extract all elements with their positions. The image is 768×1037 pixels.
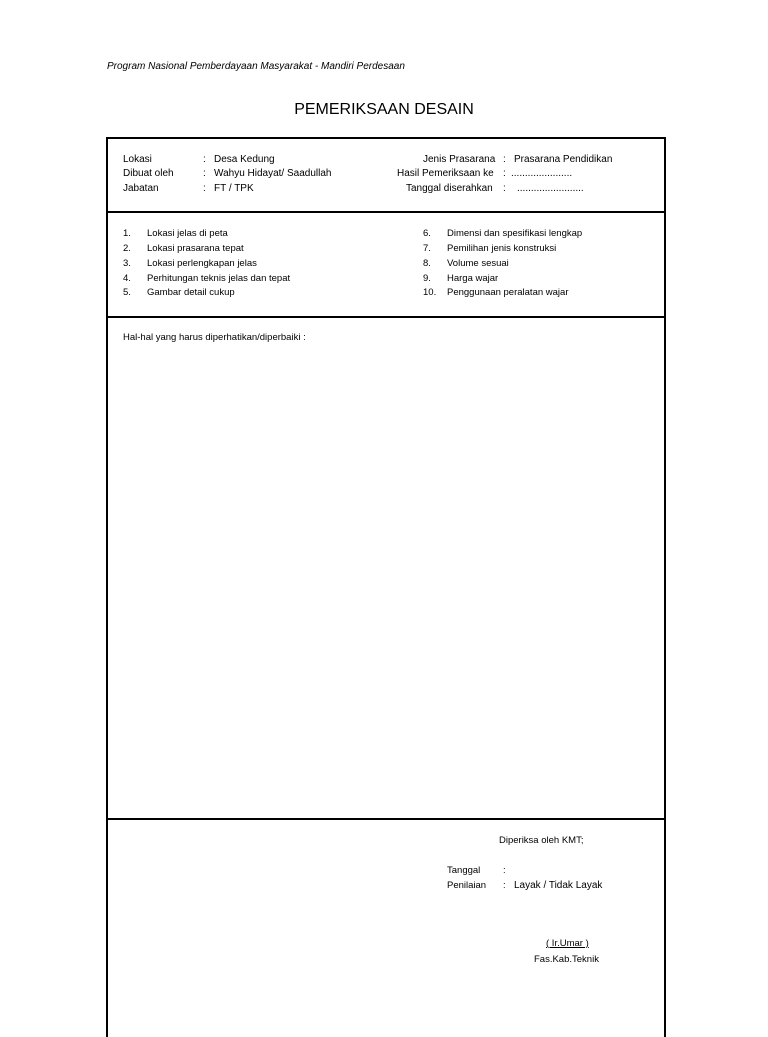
jabatan-value: FT / TPK <box>214 183 254 194</box>
page-title: PEMERIKSAAN DESAIN <box>294 101 474 118</box>
sign-tanggal-colon: : <box>503 865 506 876</box>
signer-position: Fas.Kab.Teknik <box>534 954 599 965</box>
penilaian-colon: : <box>503 880 506 891</box>
diperiksa-label: Diperiksa oleh KMT; <box>499 835 584 846</box>
penilaian-value: Layak / Tidak Layak <box>514 880 603 891</box>
tanggal-label: Tanggal diserahkan <box>406 183 493 194</box>
check-item-2: Lokasi prasarana tepat <box>147 243 244 254</box>
dibuat-colon: : <box>203 168 206 179</box>
divider-info <box>106 211 666 213</box>
check-item-9: Harga wajar <box>447 273 499 284</box>
dibuat-label: Dibuat oleh <box>123 168 174 179</box>
tanggal-colon: : <box>503 183 506 194</box>
jabatan-colon: : <box>203 183 206 194</box>
check-num-9: 9. <box>423 273 431 284</box>
check-num-5: 5. <box>123 287 131 298</box>
lokasi-value: Desa Kedung <box>214 154 275 165</box>
check-num-6: 6. <box>423 228 431 239</box>
form-box <box>106 137 666 1037</box>
divider-notes <box>106 818 666 820</box>
check-item-10: Penggunaan peralatan wajar <box>447 287 569 298</box>
check-item-8: Volume sesuai <box>447 258 509 269</box>
notes-label: Hal-hal yang harus diperhatikan/diperbaiki : <box>123 332 306 343</box>
jenis-label: Jenis Prasarana <box>423 154 496 165</box>
check-num-1: 1. <box>123 228 131 239</box>
check-item-4: Perhitungan teknis jelas dan tepat <box>147 273 291 284</box>
hasil-value: ...................... <box>511 168 573 179</box>
hasil-colon: : <box>503 168 506 179</box>
penilaian-label: Penilaian <box>447 880 487 891</box>
check-num-7: 7. <box>423 243 431 254</box>
jenis-colon: : <box>503 154 506 165</box>
check-item-3: Lokasi perlengkapan jelas <box>147 258 257 269</box>
check-num-8: 8. <box>423 258 431 269</box>
sign-tanggal-label: Tanggal <box>447 865 481 876</box>
check-item-1: Lokasi jelas di peta <box>147 228 228 239</box>
divider-checklist <box>106 316 666 318</box>
check-num-4: 4. <box>123 273 131 284</box>
check-num-10: 10. <box>423 287 437 298</box>
tanggal-value: ........................ <box>517 183 584 194</box>
jenis-value: Prasarana Pendidikan <box>514 154 613 165</box>
hasil-label: Hasil Pemeriksaan ke <box>397 168 494 179</box>
check-item-5: Gambar detail cukup <box>147 287 235 298</box>
jabatan-label: Jabatan <box>123 183 159 194</box>
lokasi-colon: : <box>203 154 206 165</box>
lokasi-label: Lokasi <box>123 154 152 165</box>
signer-name: ( Ir.Umar ) <box>546 938 589 949</box>
check-item-6: Dimensi dan spesifikasi lengkap <box>447 228 583 239</box>
program-header: Program Nasional Pemberdayaan Masyarakat - Mandiri Perdesaan <box>107 61 405 72</box>
check-num-2: 2. <box>123 243 131 254</box>
dibuat-value: Wahyu Hidayat/ Saadullah <box>214 168 332 179</box>
check-num-3: 3. <box>123 258 131 269</box>
check-item-7: Pemilihan jenis konstruksi <box>447 243 557 254</box>
